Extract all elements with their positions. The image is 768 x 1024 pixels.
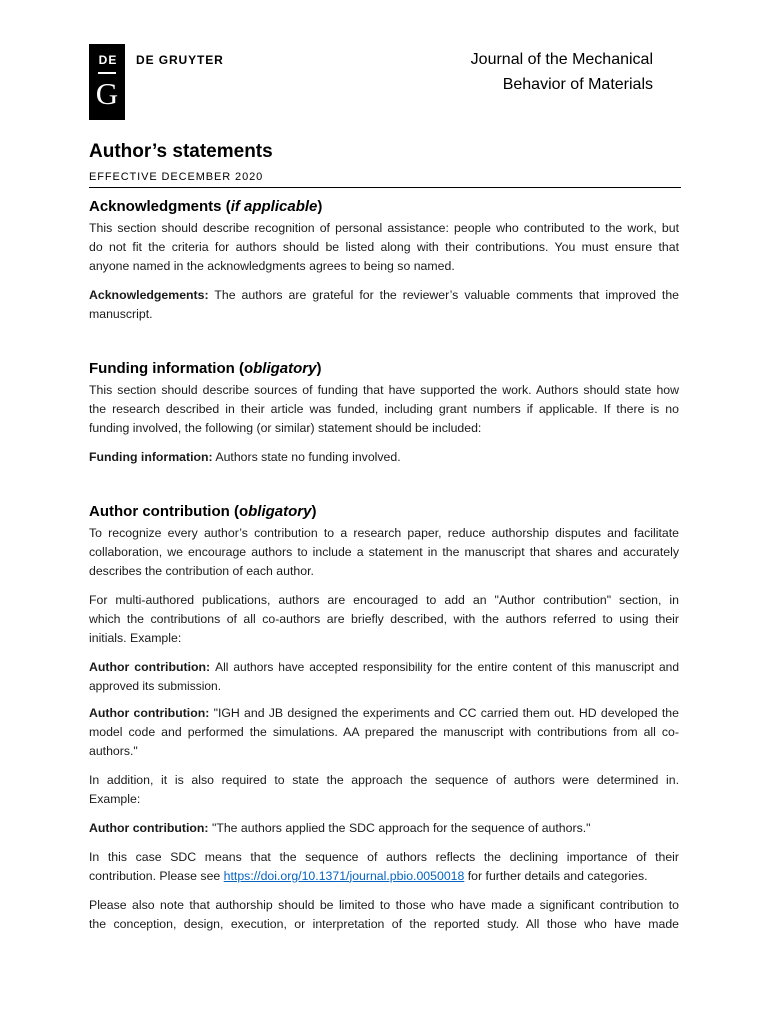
author-contribution-example-3	[89, 819, 681, 838]
heading-text: Author contribution (	[89, 503, 239, 520]
funding-example	[89, 448, 681, 467]
heading-qualifier: bligatory	[248, 503, 312, 520]
text-line	[89, 448, 679, 467]
limitation-note	[89, 896, 681, 934]
sequence-note	[89, 771, 681, 809]
sdc-note	[89, 848, 681, 886]
section-heading-funding	[89, 359, 681, 379]
text-line: In this case SDC means that the sequence of authors reflects the declining importance of their	[89, 849, 679, 864]
text-line	[89, 704, 679, 723]
example-text: All authors have accepted responsibility for the entire content of this manuscript and	[215, 659, 679, 674]
example-label: Acknowledgements:	[89, 287, 209, 302]
text-line: This section should describe recognition of personal assistance: people who contributed to the work, but	[89, 220, 679, 235]
journal-title-line: Journal of the Mechanical	[470, 51, 653, 68]
text-line: the research described in their article was funded, including grant numbers if applicable. If there is no	[89, 401, 679, 416]
logo-g-letter: G	[95, 76, 119, 111]
document-body	[89, 140, 681, 934]
text-line: model code and performed the simulations. AA prepared the manuscript with contributions from all co-	[89, 724, 679, 739]
text-line: which the contributions of all co-authors are briefly described, with the authors referred to using their	[89, 611, 679, 626]
text-line: To recognize every author’s contribution to a research paper, reduce authorship disputes and facilitate	[89, 525, 679, 540]
text-line: authors."	[89, 743, 138, 758]
logo-divider	[98, 72, 116, 74]
example-label: Author contribution:	[89, 820, 209, 835]
text-line: describes the contribution of each author.	[89, 563, 314, 578]
text-line: manuscript.	[89, 306, 153, 321]
example-text: "The authors applied the SDC approach for the sequence of authors."	[211, 820, 591, 835]
example-label: Funding information:	[89, 449, 213, 464]
heading-qualifier-lead: o	[238, 503, 249, 520]
text-line: In addition, it is also required to state the approach the sequence of authors were determined in.	[89, 772, 679, 787]
de-gruyter-logo	[89, 44, 125, 120]
heading-qualifier: bligatory	[253, 360, 317, 377]
example-text: approved its submission.	[89, 678, 222, 693]
funding-description	[89, 381, 681, 438]
example-label: Author contribution:	[89, 659, 211, 674]
text-line: the conception, design, execution, or interpretation of the reported study. All those who have made	[89, 916, 679, 931]
text-line: Example:	[89, 791, 141, 806]
effective-date: EFFECTIVE DECEMBER 2020	[89, 171, 264, 183]
text-line: do not fit the criteria for authors should be listed along with their contributions. You must ensure that	[89, 239, 679, 254]
section-heading-author-contribution	[89, 502, 681, 522]
title-divider	[89, 187, 681, 188]
text-line	[89, 658, 679, 677]
acknowledgments-description	[89, 219, 681, 276]
text-line	[89, 286, 679, 305]
section-heading-acknowledgments	[89, 197, 681, 217]
author-contribution-example-1	[89, 658, 681, 696]
heading-text: Acknowledgments (	[89, 198, 231, 215]
publisher-name: DE GRUYTER	[136, 53, 224, 67]
example-label: Author contribution:	[89, 705, 210, 720]
doi-link[interactable]: https://doi.org/10.1371/journal.pbio.0050018	[223, 868, 465, 883]
logo-de-text: DE	[98, 53, 118, 67]
text-line: This section should describe sources of funding that have supported the work. Authors should state how	[89, 382, 679, 397]
text-line: collaboration, we encourage authors to include a statement in the manuscript that shares and accurately	[89, 544, 679, 559]
example-text: The authors are grateful for the reviewer’s valuable comments that improved the	[214, 287, 679, 302]
heading-text: Funding information (	[89, 360, 244, 377]
text-line: initials. Example:	[89, 630, 182, 645]
heading-qualifier: if applicable	[230, 198, 318, 215]
text-line: funding involved, the following (or similar) statement should be included:	[89, 420, 482, 435]
text-line: For multi-authored publications, authors are encouraged to add an "Author contribution" section, in	[89, 592, 679, 607]
heading-close: )	[317, 198, 323, 215]
journal-title-line: Behavior of Materials	[502, 76, 653, 93]
sdc-text-after: for further details and categories.	[467, 868, 648, 883]
sdc-text-before: contribution. Please see	[89, 868, 221, 883]
acknowledgments-example	[89, 286, 681, 324]
text-line	[89, 677, 679, 696]
multi-author-note	[89, 591, 681, 648]
text-line	[89, 819, 679, 838]
example-text: "IGH and JB designed the experiments and CC carried them out. HD developed the	[213, 705, 679, 720]
heading-close: )	[316, 360, 322, 377]
heading-close: )	[311, 503, 317, 520]
page-title: Author’s statements	[89, 141, 273, 162]
heading-qualifier-lead: o	[243, 360, 254, 377]
text-line: anyone named in the acknowledgments agrees to being so named.	[89, 258, 455, 273]
text-line: Please also note that authorship should be limited to those who have made a significant contribution to	[89, 897, 679, 912]
text-line	[89, 867, 679, 886]
journal-title	[471, 47, 653, 97]
author-contribution-description	[89, 524, 681, 581]
author-contribution-example-2	[89, 704, 681, 761]
example-text: Authors state no funding involved.	[215, 449, 401, 464]
